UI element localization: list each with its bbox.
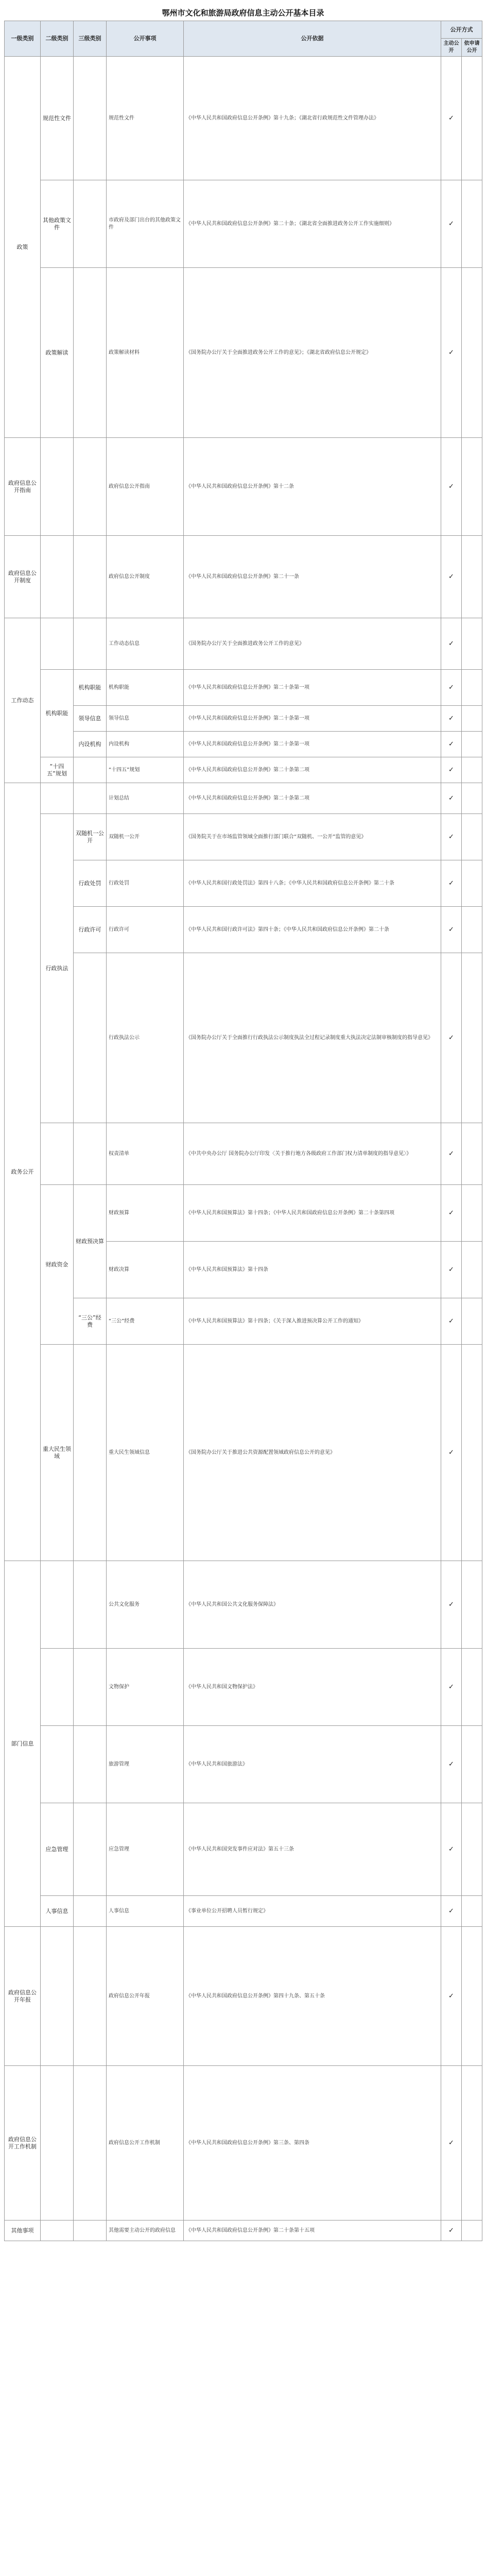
item-cell: “十四五”规划 (107, 757, 184, 783)
check-public: ✓ (441, 268, 462, 438)
check-public: ✓ (441, 1185, 462, 1242)
level2-cell (41, 1927, 74, 2066)
table-row (5, 57, 482, 180)
level2-cell (41, 1561, 74, 1649)
table-row (5, 536, 482, 618)
level3-cell (74, 618, 107, 670)
table-row (5, 1298, 482, 1345)
check-request (462, 1123, 482, 1185)
level1-cell: 政府信息公开指南 (5, 438, 41, 536)
table-row (5, 1726, 482, 1803)
item-cell: 计划总结 (107, 783, 184, 814)
item-cell: 政府信息公开工作机制 (107, 2066, 184, 2221)
basis-cell: 《中华人民共和国突发事件应对法》第五十三条 (184, 1803, 441, 1896)
check-request (462, 1726, 482, 1803)
header-scope-public: 主动公开 (441, 39, 462, 57)
item-cell: 工作动态信息 (107, 618, 184, 670)
level2-cell (41, 1649, 74, 1726)
level2-cell: 机构职能 (41, 670, 74, 757)
check-public: ✓ (441, 1896, 462, 1927)
item-cell: 政府信息公开年报 (107, 1927, 184, 2066)
table-row (5, 180, 482, 268)
check-request (462, 1649, 482, 1726)
basis-cell: 《中华人民共和国政府信息公开条例》第二十条第十五项 (184, 2221, 441, 2241)
check-public: ✓ (441, 1927, 462, 2066)
level3-cell: 行政处罚 (74, 860, 107, 907)
level3-cell (74, 757, 107, 783)
item-cell: 市政府及部门出台的其他政策文件 (107, 180, 184, 268)
level1-cell: 政策 (5, 57, 41, 438)
check-request (462, 1896, 482, 1927)
level3-cell (74, 2066, 107, 2221)
basis-cell: 《中华人民共和国政府信息公开条例》第十二条 (184, 438, 441, 536)
table-row (5, 783, 482, 814)
table-row (5, 438, 482, 536)
level1-cell: 政府信息公开制度 (5, 536, 41, 618)
check-public: ✓ (441, 1345, 462, 1561)
check-request (462, 1561, 482, 1649)
item-cell: 权责清单 (107, 1123, 184, 1185)
basis-cell: 《国务院办公厅关于全面推进政务公开工作的意见》 (184, 618, 441, 670)
basis-cell: 《国务院办公厅关于全面推行行政执法公示制度执法全过程记录制度重大执法决定法制审核制度的指导意见》 (184, 953, 441, 1123)
basis-cell: 《中共中央办公厅 国务院办公厅印发〈关于推行地方各级政府工作部门权力清单制度的指导意见〉》 (184, 1123, 441, 1185)
level3-cell (74, 1896, 107, 1927)
level3-cell: 领导信息 (74, 706, 107, 732)
item-cell: 政策解读材料 (107, 268, 184, 438)
basis-cell: 《中华人民共和国行政处罚法》第四十八条；《中华人民共和国政府信息公开条例》第二十条 (184, 860, 441, 907)
check-public: ✓ (441, 1803, 462, 1896)
catalog-table (4, 21, 482, 2241)
table-row (5, 953, 482, 1123)
basis-cell: 《中华人民共和国预算法》第十四条；《中华人民共和国政府信息公开条例》第二十条第四项 (184, 1185, 441, 1242)
check-public: ✓ (441, 783, 462, 814)
level2-cell: 政策解读 (41, 268, 74, 438)
item-cell: 政府信息公开指南 (107, 438, 184, 536)
check-request (462, 1803, 482, 1896)
table-row (5, 1185, 482, 1242)
level3-cell (74, 1803, 107, 1896)
check-request (462, 953, 482, 1123)
item-cell: 机构职能 (107, 670, 184, 706)
check-request (462, 732, 482, 757)
level1-cell: 政府信息公开年报 (5, 1927, 41, 2066)
level3-cell: “三公”经费 (74, 1298, 107, 1345)
item-cell: 文物保护 (107, 1649, 184, 1726)
level3-cell (74, 1726, 107, 1803)
level3-cell (74, 1123, 107, 1185)
item-cell: 公共文化服务 (107, 1561, 184, 1649)
level2-cell (41, 1726, 74, 1803)
check-public: ✓ (441, 1123, 462, 1185)
basis-cell: 《中华人民共和国政府信息公开条例》第二十条；《湖北省全面推进政务公开工作实施细则》 (184, 180, 441, 268)
basis-cell: 《中华人民共和国政府信息公开条例》第三条、第四条 (184, 2066, 441, 2221)
item-cell: 双随机一公开 (107, 814, 184, 860)
check-public: ✓ (441, 1298, 462, 1345)
basis-cell: 《中华人民共和国政府信息公开条例》第四十九条、第五十条 (184, 1927, 441, 2066)
check-request (462, 706, 482, 732)
item-cell: 应急管理 (107, 1803, 184, 1896)
level3-cell (74, 953, 107, 1123)
level2-cell (41, 438, 74, 536)
table-row (5, 1896, 482, 1927)
check-request (462, 1345, 482, 1561)
header-scope: 公开方式 (441, 21, 482, 39)
check-public: ✓ (441, 180, 462, 268)
level3-cell (74, 57, 107, 180)
check-public: ✓ (441, 757, 462, 783)
check-public: ✓ (441, 860, 462, 907)
page-title: 鄂州市文化和旅游局政府信息主动公开基本目录 (162, 8, 324, 18)
check-public: ✓ (441, 670, 462, 706)
basis-cell: 《中华人民共和国政府信息公开条例》第二十条第一项 (184, 732, 441, 757)
table-row (5, 1649, 482, 1726)
level3-cell: 双随机一公开 (74, 814, 107, 860)
check-public: ✓ (441, 953, 462, 1123)
check-public: ✓ (441, 1649, 462, 1726)
basis-cell: 《中华人民共和国政府信息公开条例》第二十一条 (184, 536, 441, 618)
item-cell: 财政决算 (107, 1242, 184, 1298)
level2-cell (41, 2066, 74, 2221)
basis-cell: 《中华人民共和国文物保护法》 (184, 1649, 441, 1726)
basis-cell: 《中华人民共和国政府信息公开条例》第二十条第二项 (184, 783, 441, 814)
table-row (5, 670, 482, 706)
table-row (5, 1345, 482, 1561)
table-row (5, 2066, 482, 2221)
level3-cell (74, 438, 107, 536)
header-item: 公开事项 (107, 21, 184, 57)
table-row (5, 814, 482, 860)
level3-cell: 行政许可 (74, 907, 107, 953)
level2-cell (41, 618, 74, 670)
check-request (462, 757, 482, 783)
check-request (462, 2066, 482, 2221)
check-public: ✓ (441, 907, 462, 953)
item-cell: 旅游管理 (107, 1726, 184, 1803)
header-row (5, 21, 482, 39)
basis-cell: 《中华人民共和国政府信息公开条例》第十九条；《湖北省行政规范性文件管理办法》 (184, 57, 441, 180)
check-public: ✓ (441, 2221, 462, 2241)
basis-cell: 《中华人民共和国政府信息公开条例》第二十条第二项 (184, 757, 441, 783)
level3-cell (74, 1345, 107, 1561)
check-request (462, 438, 482, 536)
basis-cell: 《中华人民共和国公共文化服务保障法》 (184, 1561, 441, 1649)
check-public: ✓ (441, 814, 462, 860)
level1-cell: 政务公开 (5, 783, 41, 1561)
check-public: ✓ (441, 1561, 462, 1649)
level3-cell (74, 1927, 107, 2066)
check-public: ✓ (441, 2066, 462, 2221)
check-request (462, 1185, 482, 1242)
level3-cell: 机构职能 (74, 670, 107, 706)
table-row (5, 732, 482, 757)
check-request (462, 814, 482, 860)
level3-cell (74, 268, 107, 438)
item-cell: 领导信息 (107, 706, 184, 732)
level1-cell: 工作动态 (5, 618, 41, 783)
check-public: ✓ (441, 706, 462, 732)
check-public: ✓ (441, 1726, 462, 1803)
basis-cell: 《中华人民共和国预算法》第十四条 (184, 1242, 441, 1298)
check-public: ✓ (441, 618, 462, 670)
level2-cell (41, 536, 74, 618)
table-row (5, 907, 482, 953)
level3-cell (74, 1649, 107, 1726)
item-cell: 重大民生领域信息 (107, 1345, 184, 1561)
item-cell: 人事信息 (107, 1896, 184, 1927)
level2-cell: “十四五”规划 (41, 757, 74, 783)
basis-cell: 《中华人民共和国旅游法》 (184, 1726, 441, 1803)
table-row (5, 268, 482, 438)
item-cell: 行政执法公示 (107, 953, 184, 1123)
basis-cell: 《中华人民共和国政府信息公开条例》第二十条第一项 (184, 706, 441, 732)
table-row (5, 1803, 482, 1896)
table-row (5, 2221, 482, 2241)
check-public: ✓ (441, 438, 462, 536)
basis-cell: 《事业单位公开招聘人员暂行规定》 (184, 1896, 441, 1927)
level2-cell: 行政执法 (41, 814, 74, 1123)
table-row (5, 757, 482, 783)
item-cell: 其他需要主动公开的政府信息 (107, 2221, 184, 2241)
header-level1: 一级类别 (5, 21, 41, 57)
level2-cell: 规范性文件 (41, 57, 74, 180)
check-request (462, 618, 482, 670)
check-request (462, 1927, 482, 2066)
table-row (5, 706, 482, 732)
level2-cell: 财政资金 (41, 1185, 74, 1345)
header-scope-request: 依申请公开 (462, 39, 482, 57)
level3-cell (74, 180, 107, 268)
level3-cell: 内设机构 (74, 732, 107, 757)
basis-cell: 《国务院关于在市场监管领域全面推行部门联合“双随机、一公开”监管的意见》 (184, 814, 441, 860)
check-request (462, 536, 482, 618)
basis-cell: 《中华人民共和国政府信息公开条例》第二十条第一项 (184, 670, 441, 706)
level2-cell (41, 783, 74, 814)
check-request (462, 1298, 482, 1345)
basis-cell: 《国务院办公厅关于全面推进政务公开工作的意见》；《湖北省政府信息公开规定》 (184, 268, 441, 438)
item-cell: 行政许可 (107, 907, 184, 953)
level1-cell: 政府信息公开工作机制 (5, 2066, 41, 2221)
level1-cell: 部门信息 (5, 1561, 41, 1927)
basis-cell: 《国务院办公厅关于推进公共资源配置领域政府信息公开的意见》 (184, 1345, 441, 1561)
check-request (462, 783, 482, 814)
item-cell: 政府信息公开制度 (107, 536, 184, 618)
table-row (5, 1123, 482, 1185)
item-cell: 行政处罚 (107, 860, 184, 907)
level3-cell (74, 1561, 107, 1649)
basis-cell: 《中华人民共和国行政许可法》第四十条；《中华人民共和国政府信息公开条例》第二十条 (184, 907, 441, 953)
level2-cell: 应急管理 (41, 1803, 74, 1896)
table-row (5, 1561, 482, 1649)
level3-cell (74, 783, 107, 814)
item-cell: “三公”经费 (107, 1298, 184, 1345)
check-request (462, 57, 482, 180)
level2-cell (41, 2221, 74, 2241)
check-request (462, 268, 482, 438)
basis-cell: 《中华人民共和国预算法》第十四条；《关于深入推进预决算公开工作的通知》 (184, 1298, 441, 1345)
level2-cell: 重大民生领域 (41, 1345, 74, 1561)
check-public: ✓ (441, 57, 462, 180)
item-cell: 内设机构 (107, 732, 184, 757)
item-cell: 规范性文件 (107, 57, 184, 180)
check-public: ✓ (441, 1242, 462, 1298)
check-request (462, 180, 482, 268)
header-level2: 二级类别 (41, 21, 74, 57)
check-request (462, 2221, 482, 2241)
level1-cell: 其他事项 (5, 2221, 41, 2241)
header-basis: 公开依据 (184, 21, 441, 57)
level2-cell: 其他政策文件 (41, 180, 74, 268)
item-cell: 财政预算 (107, 1185, 184, 1242)
check-request (462, 670, 482, 706)
level3-cell (74, 2221, 107, 2241)
check-public: ✓ (441, 732, 462, 757)
check-request (462, 1242, 482, 1298)
check-public: ✓ (441, 536, 462, 618)
table-row (5, 618, 482, 670)
level3-cell (74, 536, 107, 618)
level2-cell: 人事信息 (41, 1896, 74, 1927)
check-request (462, 860, 482, 907)
level3-cell: 财政预决算 (74, 1185, 107, 1298)
level2-cell (41, 1123, 74, 1185)
header-level3: 三级类别 (74, 21, 107, 57)
table-row (5, 1927, 482, 2066)
table-row (5, 860, 482, 907)
check-request (462, 907, 482, 953)
